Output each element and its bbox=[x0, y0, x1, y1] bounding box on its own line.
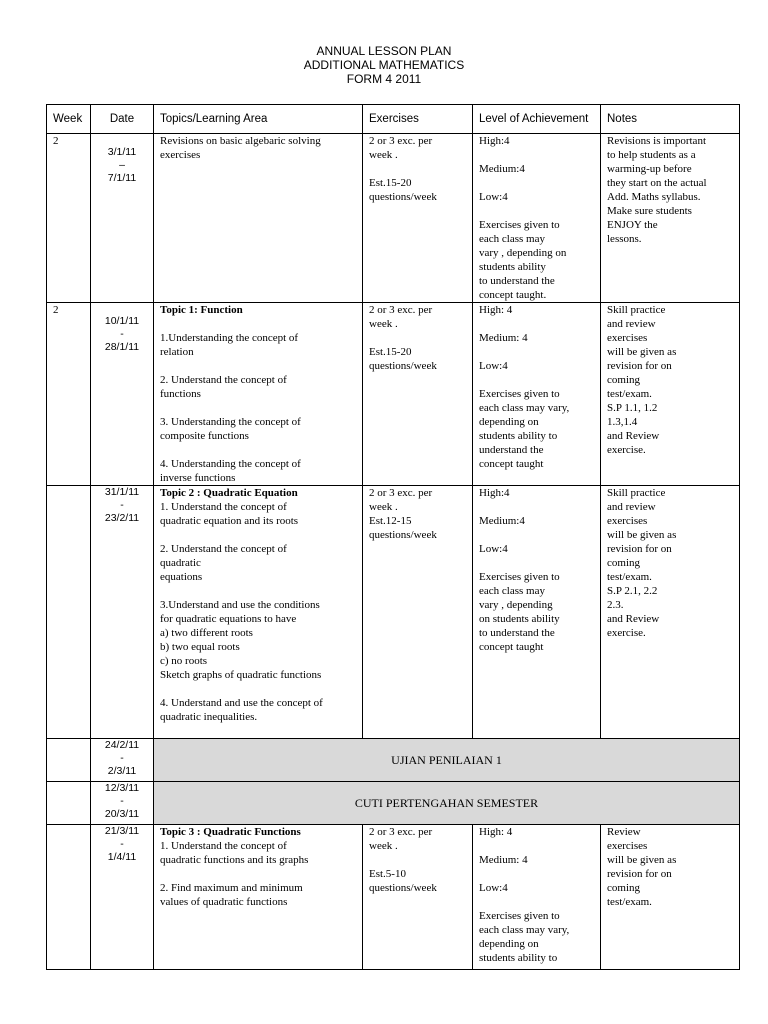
week-cell: 2 bbox=[47, 303, 91, 486]
cell-line: week . bbox=[369, 318, 398, 330]
cell-line: 2 or 3 exc. per bbox=[369, 304, 433, 316]
cell-line: students ability bbox=[479, 261, 546, 273]
cell-line bbox=[479, 839, 596, 853]
achievement-cell bbox=[473, 303, 601, 486]
cell-line: 1.Understanding the concept of bbox=[160, 332, 299, 344]
cell-line: 2 or 3 exc. per bbox=[369, 135, 433, 147]
cell-line bbox=[369, 331, 468, 345]
topic-title: Topic 1: Function bbox=[160, 304, 243, 316]
date-line: 23/2/11 bbox=[104, 512, 140, 524]
table-header-row bbox=[47, 105, 740, 134]
cell-line: week . bbox=[369, 501, 398, 513]
cell-line bbox=[160, 682, 358, 696]
cell-line: High:4 bbox=[479, 487, 510, 499]
cell-line: High: 4 bbox=[479, 826, 513, 838]
date-line: 12/3/11 bbox=[104, 782, 140, 794]
date-line: 31/1/11 bbox=[104, 486, 140, 498]
cell-line: Make sure students bbox=[607, 205, 692, 217]
date-line: 7/1/11 bbox=[107, 172, 137, 184]
cell-line: to understand the bbox=[479, 275, 555, 287]
column-header-topics: Topics/Learning Area bbox=[154, 105, 363, 134]
cell-line: on students ability bbox=[479, 613, 560, 625]
cell-line: to understand the bbox=[479, 627, 555, 639]
cell-line: to help students as a bbox=[607, 149, 696, 161]
cell-line: 1.3,1.4 bbox=[607, 416, 638, 428]
cell-line: quadratic functions and its graphs bbox=[160, 854, 309, 866]
cell-line: each class may bbox=[479, 585, 545, 597]
cell-line: Low:4 bbox=[479, 191, 508, 203]
cell-line: week . bbox=[369, 840, 398, 852]
cell-line bbox=[479, 204, 596, 218]
topics-cell bbox=[154, 825, 363, 970]
cell-line: S.P 2.1, 2.2 bbox=[607, 585, 658, 597]
cell-line: equations bbox=[160, 571, 203, 583]
cell-line: exercises bbox=[607, 515, 648, 527]
cell-line bbox=[160, 359, 358, 373]
document-title: ANNUAL LESSON PLAN bbox=[316, 44, 452, 58]
cell-line: S.P 1.1, 1.2 bbox=[607, 402, 658, 414]
cell-line: High:4 bbox=[479, 135, 510, 147]
week-cell bbox=[47, 825, 91, 970]
cell-line: inverse functions bbox=[160, 472, 236, 484]
lesson-plan-table bbox=[46, 104, 740, 970]
cell-line: Low:4 bbox=[479, 543, 508, 555]
document-subject: ADDITIONAL MATHEMATICS bbox=[303, 58, 465, 72]
cell-line: Low:4 bbox=[479, 360, 508, 372]
table-row bbox=[47, 303, 740, 486]
cell-line bbox=[369, 162, 468, 176]
cell-line: 2 or 3 exc. per bbox=[369, 487, 433, 499]
cell-line: they start on the actual bbox=[607, 177, 707, 189]
notes-cell bbox=[601, 134, 740, 303]
column-header-date: Date bbox=[91, 105, 154, 134]
cell-line bbox=[479, 556, 596, 570]
document-form-year: FORM 4 2011 bbox=[346, 72, 422, 86]
cell-line: exercise. bbox=[607, 627, 646, 639]
date-line: - bbox=[120, 795, 124, 807]
table-row bbox=[47, 486, 740, 739]
event-row bbox=[47, 739, 740, 782]
date-line: – bbox=[119, 159, 125, 171]
cell-line: and Review bbox=[607, 430, 660, 442]
date-line: 28/1/11 bbox=[104, 341, 140, 353]
cell-line: 3. Understanding the concept of bbox=[160, 416, 301, 428]
date-line: 1/4/11 bbox=[107, 851, 137, 863]
cell-line: c) no roots bbox=[160, 655, 208, 667]
exercises-cell bbox=[363, 486, 473, 739]
cell-line: Exercises given to bbox=[479, 388, 560, 400]
cell-line bbox=[160, 443, 358, 457]
date-line: 21/3/11 bbox=[104, 825, 140, 837]
cell-line: coming bbox=[607, 882, 640, 894]
cell-line: concept taught bbox=[479, 641, 544, 653]
week-cell bbox=[47, 739, 91, 782]
exercises-cell bbox=[363, 134, 473, 303]
date-cell bbox=[91, 782, 154, 825]
date-line: 20/3/11 bbox=[104, 808, 140, 820]
achievement-cell bbox=[473, 134, 601, 303]
cell-line: Revisions is important bbox=[607, 135, 706, 147]
document-header bbox=[0, 44, 768, 86]
week-cell bbox=[47, 782, 91, 825]
date-line: - bbox=[120, 752, 124, 764]
cell-line: High: 4 bbox=[479, 304, 513, 316]
achievement-cell bbox=[473, 825, 601, 970]
cell-line bbox=[160, 584, 358, 598]
cell-line: concept taught bbox=[479, 458, 544, 470]
cell-line: coming bbox=[607, 374, 640, 386]
cell-line: questions/week bbox=[369, 882, 437, 894]
cell-line: 2. Understand the concept of bbox=[160, 374, 287, 386]
date-line: - bbox=[120, 328, 124, 340]
cell-line: students ability to bbox=[479, 952, 558, 964]
cell-line: functions bbox=[160, 388, 201, 400]
cell-line: 2. Find maximum and minimum bbox=[160, 882, 303, 894]
cell-line: Exercises given to bbox=[479, 910, 560, 922]
table-row bbox=[47, 825, 740, 970]
cell-line: 3.Understand and use the conditions bbox=[160, 599, 320, 611]
column-header-week: Week bbox=[47, 105, 91, 134]
date-cell bbox=[91, 303, 154, 486]
cell-line: vary , depending on bbox=[479, 247, 567, 259]
cell-line: each class may vary, bbox=[479, 924, 570, 936]
cell-line: b) two equal roots bbox=[160, 641, 240, 653]
cell-line: Medium: 4 bbox=[479, 854, 528, 866]
column-header-achievement: Level of Achievement bbox=[473, 105, 601, 134]
cell-line bbox=[479, 317, 596, 331]
cell-line bbox=[479, 867, 596, 881]
cell-line bbox=[160, 401, 358, 415]
cell-line: for quadratic equations to have bbox=[160, 613, 297, 625]
cell-line: depending on bbox=[479, 938, 539, 950]
cell-line: composite functions bbox=[160, 430, 249, 442]
cell-line: 4. Understand and use the concept of bbox=[160, 697, 323, 709]
cell-line: 2. Understand the concept of bbox=[160, 543, 287, 555]
cell-line: exercise. bbox=[607, 444, 646, 456]
table-row bbox=[47, 134, 740, 303]
notes-cell bbox=[601, 303, 740, 486]
cell-line: depending on bbox=[479, 416, 539, 428]
event-label: UJIAN PENILAIAN 1 bbox=[154, 739, 740, 782]
cell-line bbox=[160, 317, 358, 331]
cell-line: understand the bbox=[479, 444, 544, 456]
week-cell bbox=[47, 486, 91, 739]
cell-line bbox=[369, 853, 468, 867]
exercises-cell bbox=[363, 303, 473, 486]
cell-line: revision for on bbox=[607, 868, 672, 880]
column-header-exercises: Exercises bbox=[363, 105, 473, 134]
cell-line: revision for on bbox=[607, 360, 672, 372]
cell-line: ENJOY the bbox=[607, 219, 658, 231]
cell-line bbox=[479, 176, 596, 190]
cell-line: 2 or 3 exc. per bbox=[369, 826, 433, 838]
cell-line: Review bbox=[607, 826, 641, 838]
topics-cell bbox=[154, 303, 363, 486]
cell-line: Skill practice bbox=[607, 304, 666, 316]
date-line: 24/2/11 bbox=[104, 739, 140, 751]
cell-line: Add. Maths syllabus. bbox=[607, 191, 701, 203]
cell-line: questions/week bbox=[369, 191, 437, 203]
cell-line bbox=[479, 500, 596, 514]
cell-line: test/exam. bbox=[607, 388, 652, 400]
cell-line: each class may bbox=[479, 233, 545, 245]
cell-line bbox=[479, 345, 596, 359]
cell-line: quadratic bbox=[160, 557, 201, 569]
cell-line: and review bbox=[607, 318, 656, 330]
date-line: 10/1/11 bbox=[104, 315, 140, 327]
event-row bbox=[47, 782, 740, 825]
topics-cell bbox=[154, 486, 363, 739]
cell-line: students ability to bbox=[479, 430, 558, 442]
cell-line: questions/week bbox=[369, 529, 437, 541]
cell-line: exercises bbox=[160, 149, 201, 161]
cell-line: values of quadratic functions bbox=[160, 896, 288, 908]
achievement-cell bbox=[473, 486, 601, 739]
cell-line: Medium:4 bbox=[479, 515, 525, 527]
cell-line: concept taught. bbox=[479, 289, 547, 301]
cell-line: a) two different roots bbox=[160, 627, 253, 639]
cell-line bbox=[160, 867, 358, 881]
date-line: 2/3/11 bbox=[107, 765, 137, 777]
cell-line: 4. Understanding the concept of bbox=[160, 458, 301, 470]
cell-line bbox=[479, 148, 596, 162]
cell-line: Est.12-15 bbox=[369, 515, 412, 527]
cell-line: Est.5-10 bbox=[369, 868, 406, 880]
cell-line: and review bbox=[607, 501, 656, 513]
date-cell bbox=[91, 739, 154, 782]
notes-cell bbox=[601, 825, 740, 970]
cell-line: and Review bbox=[607, 613, 660, 625]
date-cell bbox=[91, 134, 154, 303]
cell-line: relation bbox=[160, 346, 194, 358]
cell-line: Est.15-20 bbox=[369, 177, 412, 189]
event-label: CUTI PERTENGAHAN SEMESTER bbox=[154, 782, 740, 825]
date-line: - bbox=[120, 499, 124, 511]
cell-line bbox=[479, 528, 596, 542]
cell-line: 1. Understand the concept of bbox=[160, 840, 287, 852]
date-line: 3/1/11 bbox=[107, 146, 137, 158]
cell-line: Est.15-20 bbox=[369, 346, 412, 358]
cell-line: Revisions on basic algebaric solving bbox=[160, 135, 321, 147]
cell-line: Medium: 4 bbox=[479, 332, 528, 344]
cell-line: exercises bbox=[607, 840, 648, 852]
cell-line: Exercises given to bbox=[479, 219, 560, 231]
cell-line: Low:4 bbox=[479, 882, 508, 894]
cell-line: quadratic inequalities. bbox=[160, 711, 258, 723]
date-line: - bbox=[120, 838, 124, 850]
cell-line: Skill practice bbox=[607, 487, 666, 499]
cell-line: test/exam. bbox=[607, 896, 652, 908]
cell-line: quadratic equation and its roots bbox=[160, 515, 299, 527]
date-cell bbox=[91, 486, 154, 739]
cell-line: vary , depending bbox=[479, 599, 553, 611]
cell-line bbox=[479, 373, 596, 387]
cell-line: Sketch graphs of quadratic functions bbox=[160, 669, 322, 681]
date-cell bbox=[91, 825, 154, 970]
topic-title: Topic 3 : Quadratic Functions bbox=[160, 826, 301, 838]
column-header-notes: Notes bbox=[601, 105, 740, 134]
cell-line: exercises bbox=[607, 332, 648, 344]
cell-line: week . bbox=[369, 149, 398, 161]
exercises-cell bbox=[363, 825, 473, 970]
cell-line bbox=[160, 528, 358, 542]
cell-line: will be given as bbox=[607, 346, 677, 358]
cell-line: revision for on bbox=[607, 543, 672, 555]
cell-line: 2.3. bbox=[607, 599, 624, 611]
cell-line: Exercises given to bbox=[479, 571, 560, 583]
week-cell: 2 bbox=[47, 134, 91, 303]
cell-line: warming-up before bbox=[607, 163, 692, 175]
cell-line: will be given as bbox=[607, 529, 677, 541]
cell-line: 1. Understand the concept of bbox=[160, 501, 287, 513]
cell-line: coming bbox=[607, 557, 640, 569]
topic-title: Topic 2 : Quadratic Equation bbox=[160, 487, 298, 499]
notes-cell bbox=[601, 486, 740, 739]
cell-line: test/exam. bbox=[607, 571, 652, 583]
cell-line: will be given as bbox=[607, 854, 677, 866]
cell-line: questions/week bbox=[369, 360, 437, 372]
topics-cell bbox=[154, 134, 363, 303]
cell-line: each class may vary, bbox=[479, 402, 570, 414]
cell-line: Medium:4 bbox=[479, 163, 525, 175]
cell-line bbox=[479, 895, 596, 909]
cell-line: lessons. bbox=[607, 233, 642, 245]
